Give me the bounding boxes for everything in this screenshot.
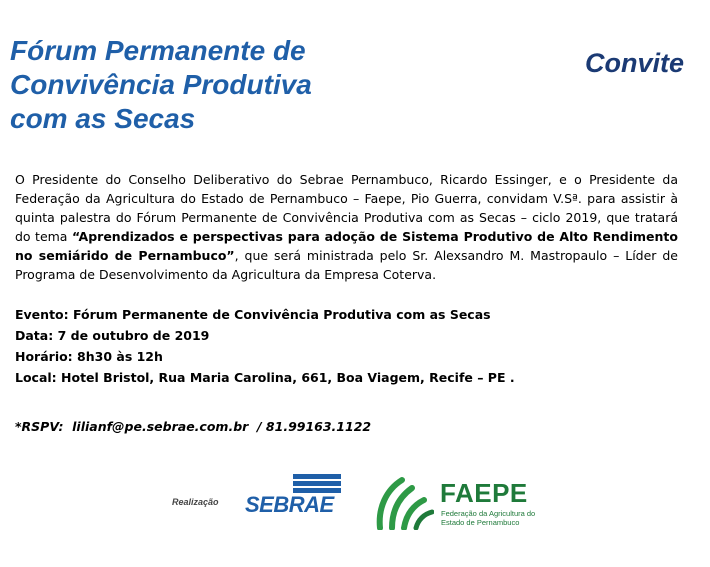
forum-title-line-2: Convivência Produtiva bbox=[10, 69, 312, 100]
intro-text-part2: , que será ministrada pelo Sr. Alexsandro M. Mastropaulo – Líder de Programa de Desenvolvimento da Agricultura da Empresa Coterva. bbox=[15, 248, 678, 282]
sebrae-wordmark: SEBRAE bbox=[245, 492, 334, 517]
sebrae-logo bbox=[245, 474, 343, 522]
forum-title bbox=[10, 34, 312, 136]
faepe-subtitle: Federação da Agricultura do Estado de Pernambuco bbox=[441, 509, 536, 527]
faepe-wordmark: FAEPE bbox=[440, 478, 528, 508]
event-date: Data: 7 de outubro de 2019 bbox=[15, 328, 210, 343]
faepe-leaf-icon bbox=[372, 474, 434, 530]
intro-text-part1: O Presidente do Conselho Deliberativo do Sebrae Pernambuco, Ricardo Essinger, e o Presidente da Federação da Agricultura do Estado de Pernambuco – Faepe, Pio Guerra, convidam V.Sª. para assistir à quinta palestra do Fórum Permanente de Convivência Produtiva com as Secas – ciclo 2019, que tratará do tema bbox=[15, 172, 678, 244]
invitation-paragraph bbox=[15, 170, 678, 284]
event-name: Evento: Fórum Permanente de Convivência Produtiva com as Secas bbox=[15, 307, 491, 322]
event-time: Horário: 8h30 às 12h bbox=[15, 349, 163, 364]
convite-label: Convite bbox=[585, 48, 685, 78]
forum-title-line-1: Fórum Permanente de bbox=[10, 35, 306, 66]
event-details bbox=[15, 304, 675, 388]
realizacao-label: Realização bbox=[172, 497, 219, 507]
event-location: Local: Hotel Bristol, Rua Maria Carolina, 661, Boa Viagem, Recife – PE . bbox=[15, 370, 515, 385]
lecture-theme: “Aprendizados e perspectivas para adoção de Sistema Produtivo de Alto Rendimento no semiárido de Pernambuco” bbox=[15, 229, 678, 263]
forum-title-line-3: com as Secas bbox=[10, 103, 196, 134]
rsvp-contact: *RSPV: lilianf@pe.sebrae.com.br / 81.99163.1122 bbox=[15, 419, 372, 434]
